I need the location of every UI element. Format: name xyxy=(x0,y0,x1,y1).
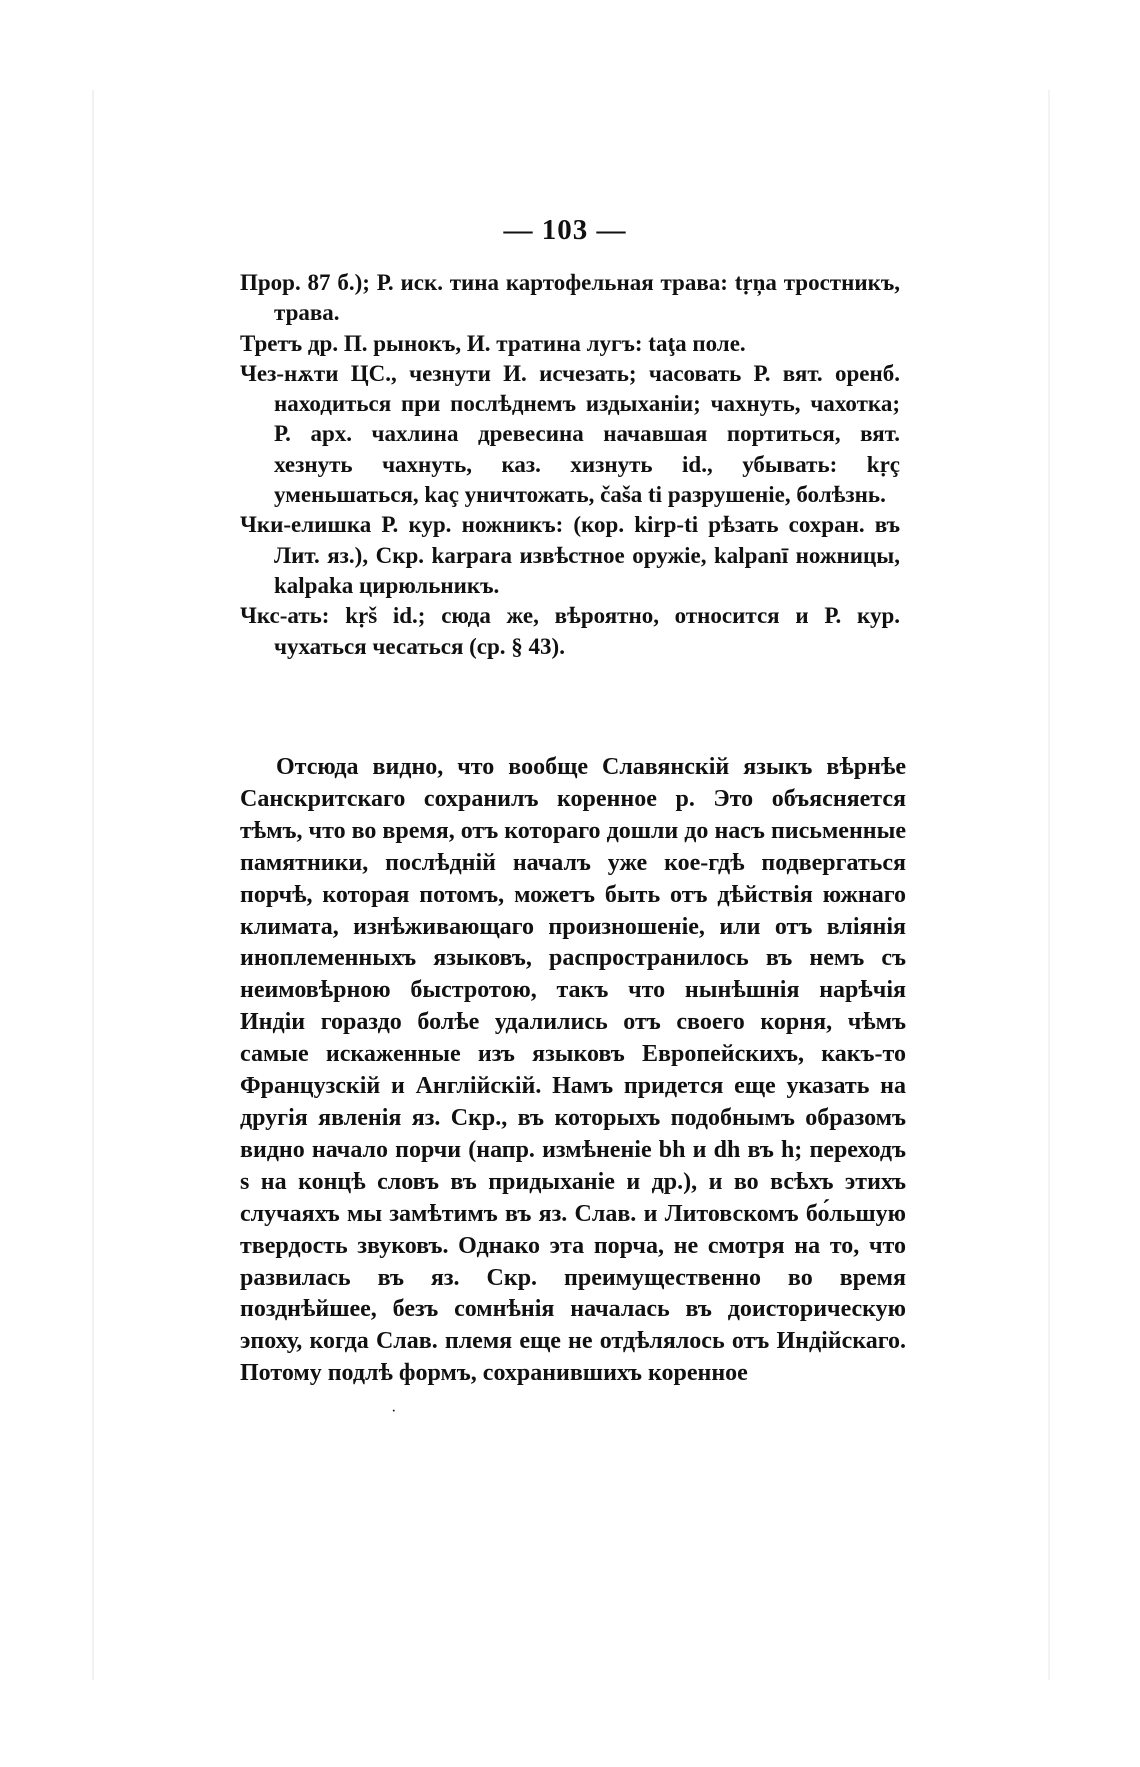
dictionary-entry: Прор. 87 б.); Р. иск. тина картофельная трава: tṛņa тростникъ, трава. xyxy=(240,270,900,326)
prose-paragraph: Отсюда видно, что вообще Славянскій языкъ вѣрнѣе Санскритскаго сохранилъ коренное р. Это объясняется тѣмъ, что во время, отъ котораго дошли до насъ письменные памятники, послѣдній началъ уже кое-гдѣ подвергаться порчѣ, которая потомъ, можетъ быть отъ дѣйствія южнаго климата, изнѣживающаго произношеніе, или отъ вліянія иноплеменныхъ языковъ, распространилось въ немъ съ неимовѣрною быстротою, такъ что нынѣшнія нарѣчія Индіи гораздо болѣе удалились отъ своего корня, чѣмъ самые искаженные изъ языковъ Европейскихъ, какъ-то Французскій и Англійскій. Намъ придется еще указать на другія явленія яз. Скр., въ которыхъ подобнымъ образомъ видно начало порчи (напр. измѣненіе bh и dh въ h; переходъ s на концѣ словъ въ придыханіе и др.), и во всѣхъ этихъ случаяхъ мы замѣтимъ въ яз. Слав. и Литовскомъ бо́льшую твердость звуковъ. Однако эта порча, не смотря на то, что развилась въ яз. Скр. преимущественно во время позднѣйшее, безъ сомнѣнія началась въ доисторическую эпоху, когда Слав. племя еще не отдѣлялось отъ Индійскаго. Потому подлѣ формъ, сохранившихъ коренное xyxy=(240,754,906,1387)
prose-section xyxy=(240,752,906,1390)
dictionary-entry: Третъ др. П. рынокъ, И. тратина лугъ: taţa поле. xyxy=(240,330,746,356)
dictionary-entry: Чкс-ать: kṛš id.; сюда же, вѣроятно, относится и Р. кур. чухаться чесаться (ср. § 43). xyxy=(240,603,900,659)
scan-edge-left xyxy=(92,90,94,1680)
dictionary-entries xyxy=(240,268,900,662)
dictionary-entry: Чки-елишка Р. кур. ножникъ: (кор. kirp-ti рѣзать сохран. въ Лит. яз.), Скр. kаrраrа извѣстное оружіе, kalpanī ножницы, kalpaka цирюльникъ. xyxy=(240,512,900,598)
dictionary-entry: Чез-нѫти ЦС., чезнути И. исчезать; часовать Р. вят. оренб. находиться при послѣднемъ издыханіи; чахнуть, чахотка; Р. арх. чахлина древесина начавшая портиться, вят. хезнуть чахнуть, каз. хизнуть id., убывать: kṛç уменьшаться, kaç уничтожать, čaša ti разрушеніе, болѣзнь. xyxy=(240,360,900,508)
print-speck: · xyxy=(392,1406,396,1417)
page-number: — 103 — xyxy=(503,214,627,246)
scan-edge-right xyxy=(1048,90,1050,1680)
